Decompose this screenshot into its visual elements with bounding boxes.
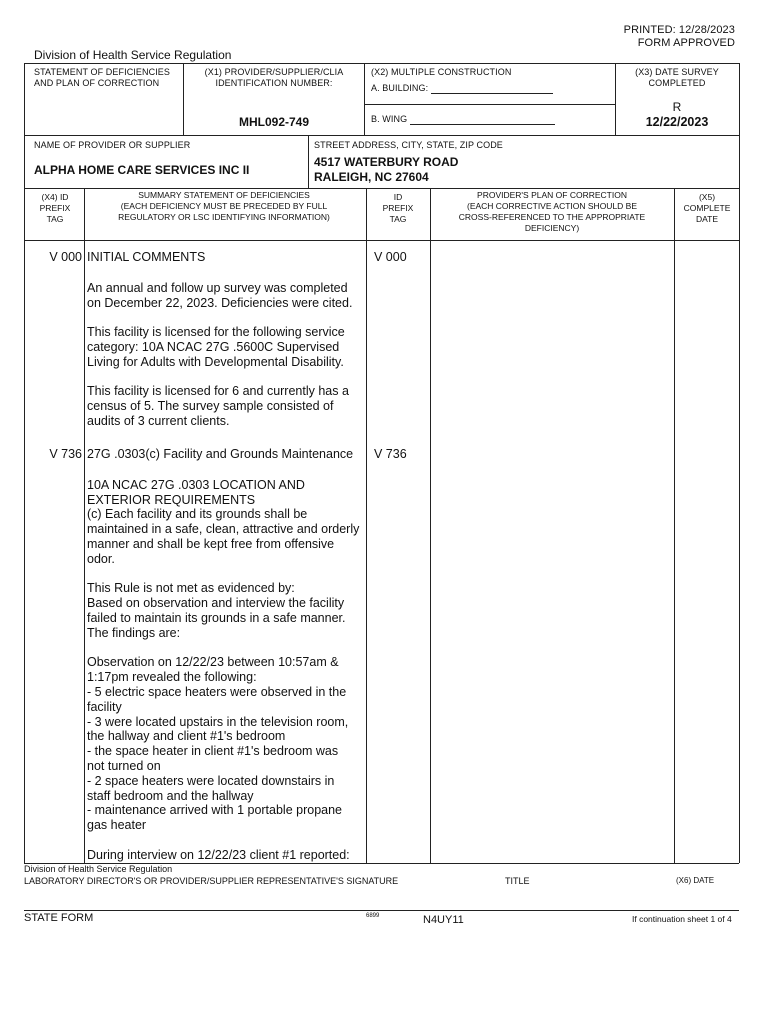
provider-id: MHL092-749 [238, 115, 310, 129]
x5-header: (X5) COMPLETE DATE [683, 192, 731, 224]
plan-header: PROVIDER'S PLAN OF CORRECTION (EACH CORRECTIVE ACTION SHOULD BE CROSS-REFERENCED TO THE APPROPRIATE DEFICIENCY) [458, 190, 646, 233]
continuation-sheet: If continuation sheet 1 of 4 [632, 914, 732, 924]
title-label: TITLE [505, 876, 530, 886]
statement-label: STATEMENT OF DEFICIENCIES AND PLAN OF CORRECTION [34, 67, 171, 88]
footer-rule [24, 910, 739, 911]
id-prefix-header: ID PREFIX TAG [382, 192, 414, 224]
footer-division: Division of Health Service Regulation [24, 864, 173, 874]
statement-paragraph: During interview on 12/22/23 client #1 reported: [87, 847, 350, 862]
print-header [624, 24, 735, 50]
date-survey-label: (X3) DATE SURVEY COMPLETED [635, 67, 719, 88]
event-id: N4UY11 [423, 914, 464, 926]
statement-paragraph: Observation on 12/22/23 between 10:57am & 1:17pm revealed the following: - 5 electric space heaters were observed in the facility - 3 were located upstairs in the television room, the hallway and client #1's bedroom - the space heater in client #1's bedroom was not turned on - 2 space heaters were located downstairs in staff bedroom and the hallway - maintenance arrived with 1 portable propane gas heater [87, 655, 349, 833]
state-form-label: STATE FORM [24, 912, 94, 924]
deficiency-statement [87, 250, 365, 444]
x4-header: (X4) ID PREFIX TAG [39, 192, 71, 224]
provider-address: 4517 WATERBURY ROAD RALEIGH, NC 27604 [314, 155, 459, 184]
statement-paragraph: This facility is licensed for the following service category: 10A NCAC 27G .5600C Supervised Living for Adults with Developmental Disability. [87, 325, 345, 369]
building-input-line [431, 84, 553, 94]
statement-heading: INITIAL COMMENTS [87, 250, 206, 264]
entry-prefix-tag: V 000 [49, 250, 82, 264]
provider-name-label: NAME OF PROVIDER OR SUPPLIER [34, 140, 191, 150]
division-title: Division of Health Service Regulation [34, 48, 232, 62]
signature-label: LABORATORY DIRECTOR'S OR PROVIDER/SUPPLIER REPRESENTATIVE'S SIGNATURE [24, 876, 399, 886]
provider-name: ALPHA HOME CARE SERVICES INC II [34, 163, 250, 177]
signature-date-label: (X6) DATE [676, 876, 715, 885]
form-number: 6899 [366, 913, 380, 919]
summary-header: SUMMARY STATEMENT OF DEFICIENCIES (EACH DEFICIENCY MUST BE PRECEDED BY FULL REGULATORY OR LSC IDENTIFYING INFORMATION) [118, 190, 330, 222]
survey-completed-date: 12/22/2023 [645, 115, 709, 129]
form-approved: FORM APPROVED [637, 37, 735, 49]
wing-input-line [410, 115, 555, 125]
survey-type-letter: R [672, 100, 682, 114]
statement-paragraph: This facility is licensed for 6 and currently has a census of 5. The survey sample consisted of audits of 3 current clients. [87, 384, 349, 428]
entry-id-prefix-tag: V 000 [374, 250, 407, 264]
address-label: STREET ADDRESS, CITY, STATE, ZIP CODE [314, 140, 503, 150]
multiple-construction-label: (X2) MULTIPLE CONSTRUCTION [371, 67, 512, 77]
statement-paragraph: This Rule is not met as evidenced by: Based on observation and interview the facility failed to maintain its grounds in a safe manner. The findings are: [87, 581, 346, 640]
printed-date: PRINTED: 12/28/2023 [623, 24, 735, 36]
building-field: A. BUILDING: [371, 83, 553, 94]
x1-label: (X1) PROVIDER/SUPPLIER/CLIA IDENTIFICATION NUMBER: [204, 67, 344, 88]
wing-field: B. WING [371, 114, 555, 125]
statement-paragraph: An annual and follow up survey was completed on December 22, 2023. Deficiencies were cited. [87, 280, 353, 310]
deficiency-statement [87, 447, 365, 877]
statement-paragraph: 10A NCAC 27G .0303 LOCATION AND EXTERIOR REQUIREMENTS (c) Each facility and its grounds shall be maintained in a safe, clean, attractive and orderly manner and shall be kept free from offensive odor. [87, 477, 360, 566]
entry-id-prefix-tag: V 736 [374, 447, 407, 461]
entry-prefix-tag: V 736 [49, 447, 82, 461]
statement-heading: 27G .0303(c) Facility and Grounds Maintenance [87, 447, 354, 461]
